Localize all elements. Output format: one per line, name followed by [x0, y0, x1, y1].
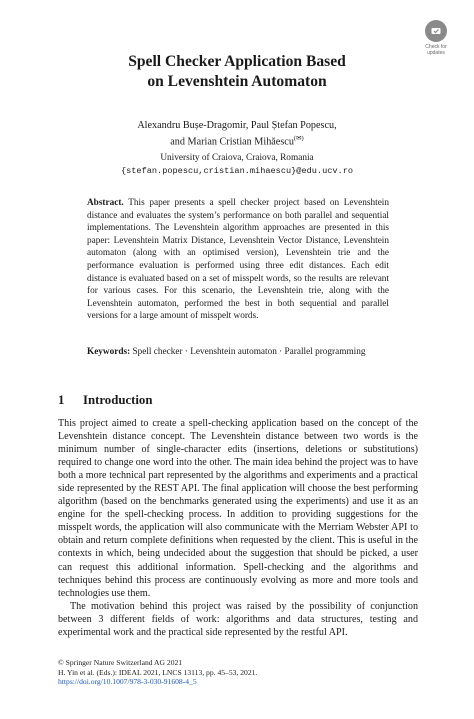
authors-line-2-text: and Marian Cristian Mihăescu	[170, 136, 294, 148]
body-paragraph-2: The motivation behind this project was raised by the possibility of conjunction between 3 different fields of work: algorithms and data structures, testing and experimental work and the practical side represented by the restful API.	[58, 600, 418, 638]
keywords-label: Keywords:	[87, 347, 131, 357]
affiliation	[40, 152, 434, 177]
title-line-2: on Levenshtein Automaton	[147, 73, 327, 90]
check-for-updates-icon	[425, 20, 447, 42]
section-number: 1	[58, 393, 65, 407]
body-text	[58, 417, 418, 639]
affiliation-institution: University of Craiova, Craiova, Romania	[160, 153, 314, 163]
copyright-footnote	[58, 658, 418, 687]
section-title: Introduction	[83, 393, 153, 407]
mail-icon: (✉)	[293, 135, 304, 142]
keywords-text: Spell checker · Levenshtein automaton · Parallel programming	[132, 347, 366, 357]
authors-line-1: Alexandru Bușe-Dragomir, Paul Ștefan Popescu,	[137, 120, 337, 131]
check-for-updates-label: Check for updates	[425, 44, 447, 56]
copyright-line: © Springer Nature Switzerland AG 2021	[58, 658, 183, 667]
title-line-1: Spell Checker Application Based	[128, 53, 346, 70]
keywords	[87, 346, 389, 359]
affiliation-emails: {stefan.popescu,cristian.mihaescu}@edu.ucv.ro	[120, 165, 354, 176]
abstract	[87, 197, 389, 323]
abstract-text: This paper presents a spell checker project based on Levenshtein distance and evaluates the system’s performance on both parallel and sequential implementations. The Levenshtein algorithm approaches are presented in this paper: Levenshtein Matrix Distance, Levenshtein Vector Distance, Levenshtein automaton (along with an optimised version), Levenshtein trie and the performance evaluation is performed using three edit distances. Each edit distance is evaluated based on a set of misspelt words, so the results are relevant for various cases. For this scenario, the Levenshtein trie, along with the Levenshtein automaton, performed the best in both sequential and parallel versions for a large amount of misspelt words.	[87, 198, 389, 322]
authors-line-2	[40, 132, 434, 148]
abstract-label: Abstract.	[87, 198, 124, 208]
doi-link[interactable]: https://doi.org/10.1007/978-3-030-91608-4_5	[58, 677, 197, 687]
author-list	[40, 119, 434, 148]
section-heading	[58, 393, 152, 408]
citation-line: H. Yin et al. (Eds.): IDEAL 2021, LNCS 13113, pp. 45–53, 2021.	[58, 667, 258, 677]
paper-title	[40, 52, 434, 92]
body-paragraph-1: This project aimed to create a spell-checking application based on the concept of the Levenshtein distance concept. The Levenshtein distance between two words is the minimum number of single-character edits (insertions, deletions or substitutions) required to change one word into the other. The main idea behind the project was to have both a more technical part represented by the algorithms and experiments and a practical side represented by the REST API. The final application will choose the best performing algorithm (based on the benchmarks generated using the experiments) and use it as an engine for the spell-checking process. In addition to providing suggestions for the misspelt words, the application will also communicate with the Merriam Webster API to obtain and return complete definitions when requested by the client. This is useful in the contexts in which, being undecided about the suggestion that should be picked, a user can request this additional information. Spell-checking and the algorithms and techniques behind this process are continuously evolving as more and more tools and technologies use them.	[58, 418, 418, 599]
